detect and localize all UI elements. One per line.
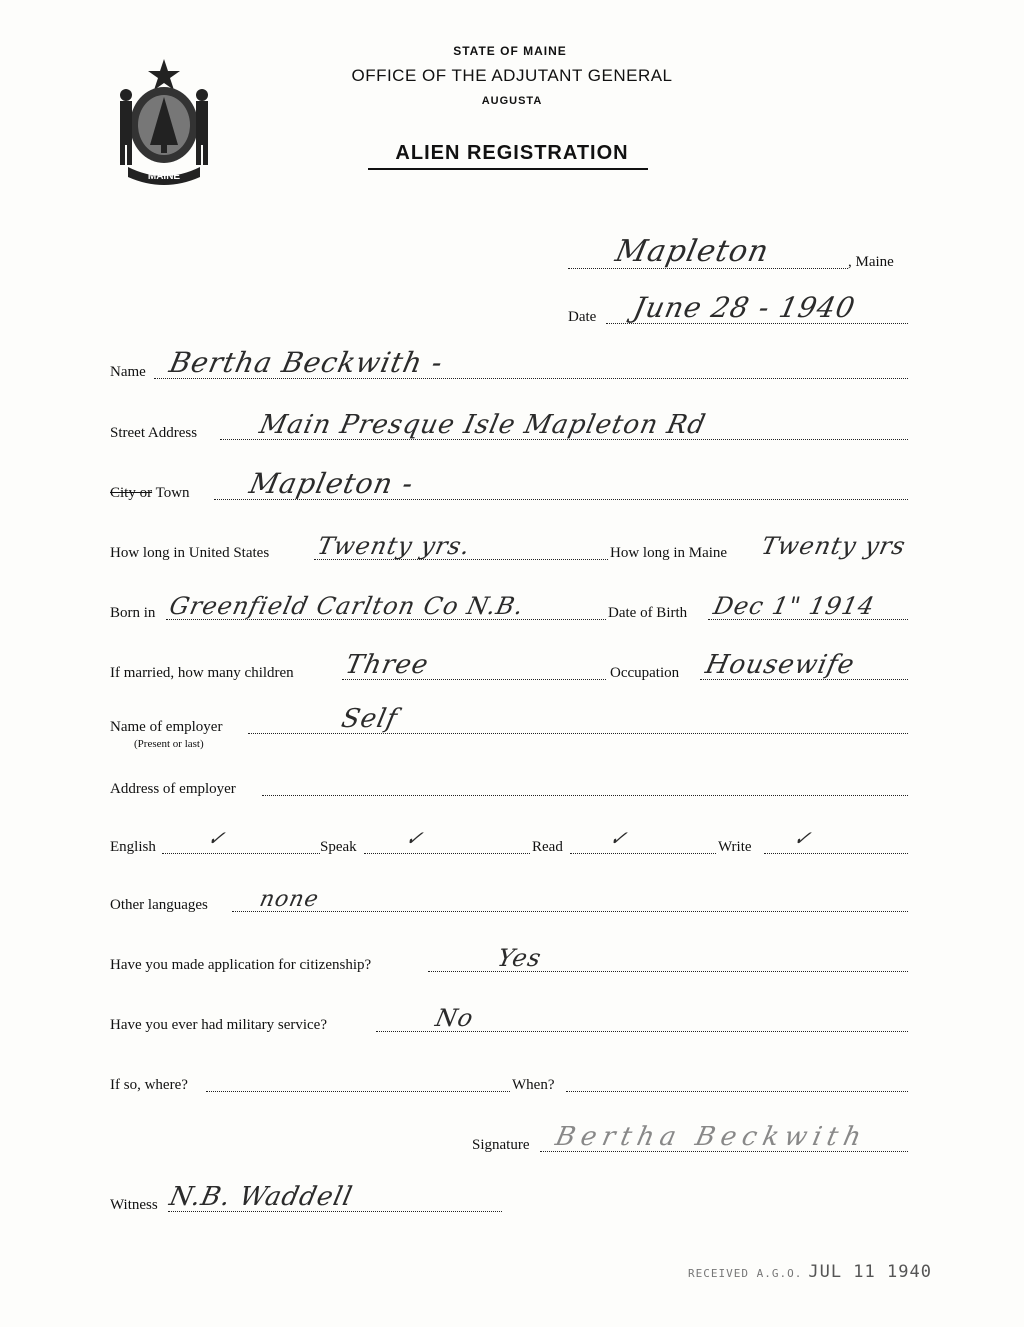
signature-value[interactable]: Bertha Beckwith — [552, 1122, 870, 1152]
city-label: Town — [155, 485, 190, 501]
us-years-value[interactable]: Twenty yrs. — [315, 532, 474, 560]
stamp-prefix: RECEIVED A.G.O. — [688, 1267, 803, 1280]
form-title: ALIEN REGISTRATION — [395, 142, 629, 164]
speak-label: Speak — [320, 839, 357, 855]
witness-value[interactable]: N.B. Waddell — [166, 1182, 356, 1212]
language-skills-row — [110, 826, 908, 856]
other-languages-label: Other languages — [110, 897, 208, 913]
place-value[interactable]: Mapleton — [612, 234, 773, 269]
witness-label: Witness — [110, 1197, 158, 1213]
date-label: Date — [568, 309, 597, 325]
write-check[interactable]: ✓ — [791, 826, 815, 850]
military-row — [110, 1004, 908, 1034]
signature-label: Signature — [472, 1137, 530, 1153]
dob-label: Date of Birth — [608, 605, 688, 621]
city-value[interactable]: Mapleton - — [246, 467, 417, 500]
street-value[interactable]: Main Presque Isle Mapleton Rd — [256, 410, 709, 440]
occupation-label: Occupation — [610, 665, 680, 681]
read-check[interactable]: ✓ — [607, 826, 631, 850]
where-label: If so, where? — [110, 1077, 188, 1093]
citizenship-value[interactable]: Yes — [495, 944, 545, 972]
children-value[interactable]: Three — [342, 650, 432, 680]
citizenship-row — [110, 944, 908, 974]
residence-row — [110, 532, 926, 562]
occupation-value[interactable]: Housewife — [702, 650, 858, 680]
other-languages-value[interactable]: none — [257, 887, 322, 912]
english-label: English — [110, 839, 156, 855]
maine-years-label: How long in Maine — [610, 545, 728, 561]
birth-row — [110, 592, 908, 622]
header-state: STATE OF MAINE — [453, 44, 567, 58]
speak-check[interactable]: ✓ — [403, 826, 427, 850]
name-label: Name — [110, 364, 146, 380]
title-underline — [368, 168, 648, 170]
other-languages-row — [110, 888, 908, 914]
employer-value[interactable]: Self — [338, 704, 401, 734]
read-label: Read — [532, 839, 563, 855]
when-label: When? — [512, 1077, 555, 1093]
date-row — [568, 291, 908, 326]
employer-address-label: Address of employer — [110, 781, 236, 797]
english-check[interactable]: ✓ — [205, 826, 229, 850]
maine-years-value[interactable]: Twenty yrs — [759, 532, 909, 560]
service-row — [110, 1068, 908, 1094]
employer-label: Name of employer — [110, 719, 223, 735]
us-years-label: How long in United States — [110, 545, 270, 561]
name-value[interactable]: Bertha Beckwith - — [166, 346, 447, 379]
seal-banner-text: MAINE — [147, 171, 181, 182]
signature-row — [472, 1122, 908, 1154]
header-city: AUGUSTA — [481, 95, 543, 107]
born-in-value[interactable]: Greenfield Carlton Co N.B. — [167, 592, 527, 620]
name-row — [110, 346, 908, 381]
family-row — [110, 650, 908, 682]
place-suffix: , Maine — [848, 254, 894, 270]
employer-row — [110, 704, 908, 750]
header-office: OFFICE OF THE ADJUTANT GENERAL — [351, 66, 673, 85]
write-label: Write — [718, 839, 752, 855]
witness-row — [110, 1182, 502, 1214]
born-in-label: Born in — [110, 605, 156, 621]
street-label: Street Address — [110, 425, 198, 441]
received-stamp — [688, 1262, 932, 1282]
employer-sublabel: (Present or last) — [134, 738, 204, 750]
military-label: Have you ever had military service? — [110, 1017, 327, 1033]
stamp-date: JUL 11 1940 — [808, 1262, 932, 1282]
city-label-struck: City or — [110, 485, 153, 501]
city-row — [110, 467, 908, 502]
date-value[interactable]: June 28 - 1940 — [630, 291, 859, 324]
military-value[interactable]: No — [433, 1004, 477, 1032]
street-row — [110, 410, 908, 442]
citizenship-label: Have you made application for citizenship? — [110, 957, 372, 973]
employer-address-row — [110, 772, 908, 798]
children-label: If married, how many children — [110, 665, 294, 681]
place-row — [568, 234, 912, 271]
dob-value[interactable]: Dec 1" 1914 — [711, 592, 878, 620]
